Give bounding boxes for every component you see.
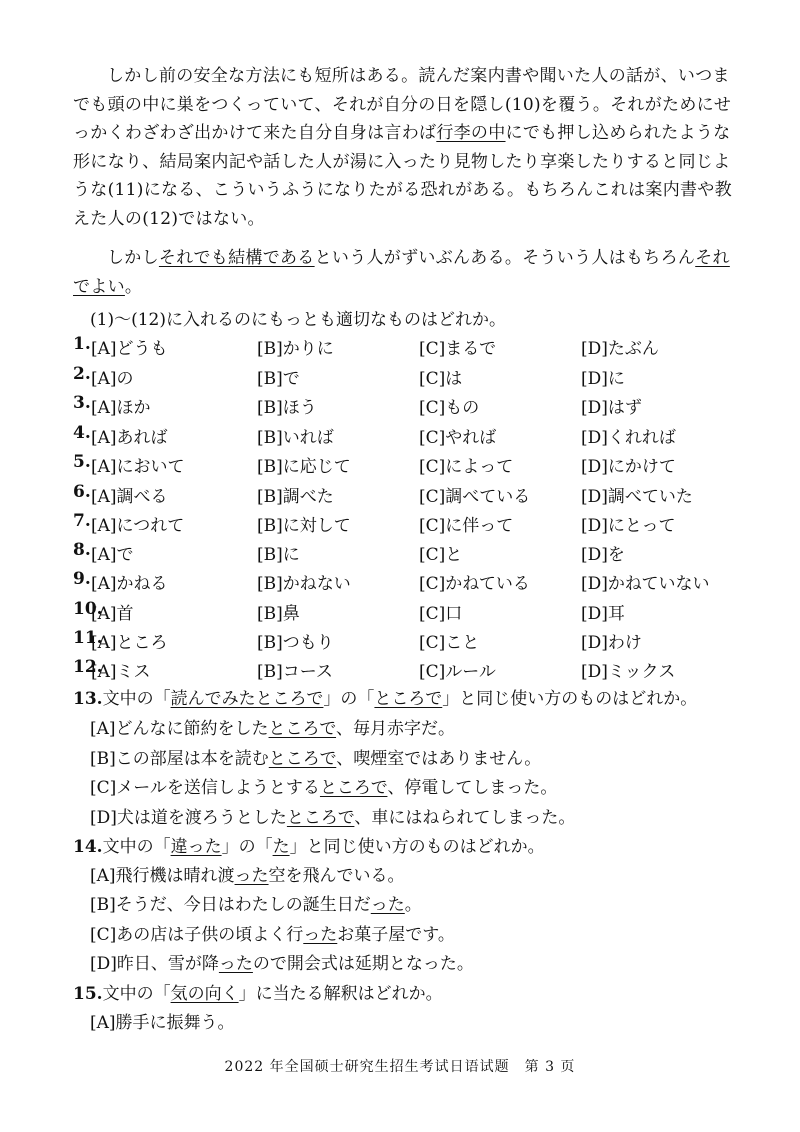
- option-b: [B]ほう: [257, 398, 317, 418]
- option-c: [C]口: [419, 604, 463, 624]
- option-a: [A]首: [91, 604, 134, 624]
- option-a: [A]どうも: [91, 339, 168, 359]
- question-13: 13.文中の「読んでみたところで」の「ところで」と同じ使い方のものはどれか。: [73, 689, 698, 709]
- option-d: [D]にかけて: [581, 457, 676, 477]
- option-row-3: 3. [A]ほか [B]ほう [C]もの [D]はず: [73, 393, 642, 418]
- underlined-phrase: 行李の中: [436, 123, 506, 143]
- option-b: [B]つもり: [257, 633, 334, 653]
- q14-choice-a: [A]飛行機は晴れ渡った空を飛んでいる。: [90, 866, 405, 886]
- option-row-12: 12. [A]ミス [B]コース [C]ルール [D]ミックス: [73, 657, 676, 682]
- page-footer: 2022 年全国硕士研究生招生考试日语试题 第 3 页: [224, 1059, 576, 1075]
- option-c: [C]によって: [419, 457, 514, 477]
- option-c: [C]かねている: [419, 574, 530, 594]
- underlined-phrase: それでよい: [73, 248, 730, 297]
- option-c: [C]もの: [419, 398, 480, 418]
- option-d: [D]はず: [581, 398, 642, 418]
- option-a: [A]で: [91, 545, 134, 565]
- option-d: [D]にとって: [581, 516, 676, 536]
- option-row-7: 7. [A]につれて [B]に対して [C]に伴って [D]にとって: [73, 511, 676, 536]
- question-14: 14.文中の「違った」の「た」と同じ使い方のものはどれか。: [73, 837, 545, 857]
- option-a: [A]の: [91, 369, 134, 389]
- option-a: [A]かねる: [91, 574, 168, 594]
- option-c: [C]こと: [419, 633, 480, 653]
- option-b: [B]に: [257, 545, 300, 565]
- option-b: [B]かりに: [257, 339, 334, 359]
- q14-choice-d: [D]昨日、雪が降ったので開会式は延期となった。: [90, 954, 474, 974]
- option-b: [B]で: [257, 369, 300, 389]
- option-c: [C]と: [419, 545, 463, 565]
- option-a: [A]ほか: [91, 398, 151, 418]
- option-row-6: 6. [A]調べる [B]調べた [C]調べている [D]調べていた: [73, 482, 693, 507]
- option-d: [D]ミックス: [581, 662, 676, 682]
- option-a: [A]あれば: [91, 428, 168, 448]
- option-a: [A]ところ: [91, 633, 168, 653]
- option-row-4: 4. [A]あれば [B]いれば [C]やれば [D]くれれば: [73, 423, 676, 448]
- option-b: [B]かねない: [257, 574, 351, 594]
- q13-choice-c: [C]メールを送信しようとするところで、停電してしまった。: [90, 778, 558, 798]
- option-c: [C]は: [419, 369, 463, 389]
- q13-choice-d: [D]犬は道を渡ろうとしたところで、車にはねられてしまった。: [90, 808, 576, 828]
- option-row-8: 8. [A]で [B]に [C]と [D]を: [73, 540, 625, 565]
- option-row-1: 1. [A]どうも [B]かりに [C]まるで [D]たぶん: [73, 334, 659, 359]
- option-d: [D]耳: [581, 604, 625, 624]
- q13-choice-b: [B]この部屋は本を読むところで、喫煙室ではありません。: [90, 749, 542, 769]
- option-c: [C]ルール: [419, 662, 496, 682]
- option-a: [A]ミス: [91, 662, 151, 682]
- q14-choice-b: [B]そうだ、今日はわたしの誕生日だった。: [90, 895, 422, 915]
- option-b: [B]に対して: [257, 516, 351, 536]
- option-c: [C]まるで: [419, 339, 497, 359]
- option-row-11: 11. [A]ところ [B]つもり [C]こと [D]わけ: [73, 628, 642, 653]
- option-d: [D]調べていた: [581, 487, 693, 507]
- option-a: [A]調べる: [91, 487, 168, 507]
- option-d: [D]かねていない: [581, 574, 710, 594]
- option-d: [D]くれれば: [581, 428, 676, 448]
- passage-paragraph-2: しかしそれでも結構であるという人がずいぶんある。そういう人はもちろんそれでよい。: [73, 248, 730, 297]
- option-row-10: 10. [A]首 [B]鼻 [C]口 [D]耳: [73, 599, 625, 624]
- option-row-2: 2. [A]の [B]で [C]は [D]に: [73, 364, 625, 389]
- option-d: [D]に: [581, 369, 625, 389]
- option-c: [C]に伴って: [419, 516, 514, 536]
- option-c: [C]調べている: [419, 487, 531, 507]
- question-15: 15.文中の「気の向く」に当たる解釈はどれか。: [73, 984, 443, 1004]
- option-c: [C]やれば: [419, 428, 497, 448]
- q13-choice-a: [A]どんなに節約をしたところで、毎月赤字だ。: [90, 719, 456, 739]
- option-d: [D]たぶん: [581, 339, 659, 359]
- underlined-phrase: それでも結構である: [158, 248, 315, 268]
- option-b: [B]に応じて: [257, 457, 351, 477]
- passage-paragraph-1: しかし前の安全な方法にも短所はある。読んだ案内書や聞いた人の話が、いつまでも頭の中に巣をつくっていて、それが自分の日を隠し(10)を覆う。それがためにせっかくわざわざ出かけて来た自分自身は言わば行李の中にでも押し込められたような形になり、結局案内記や話した人が湯に入ったり見物したり享楽したりすると同じような(11)になる、こういうふうになりたがる恐れがある。もちろんこれは案内書や教えた人の(12)ではない。: [73, 66, 732, 229]
- option-row-5: 5. [A]において [B]に応じて [C]によって [D]にかけて: [73, 452, 676, 477]
- instruction: (1)～(12)に入れるのにもっとも適切なものはどれか。: [90, 310, 506, 330]
- option-b: [B]鼻: [257, 604, 300, 624]
- option-b: [B]コース: [257, 662, 333, 682]
- option-b: [B]いれば: [257, 428, 334, 448]
- option-b: [B]調べた: [257, 487, 334, 507]
- q15-choice-a: [A]勝手に振舞う。: [90, 1013, 235, 1033]
- option-d: [D]を: [581, 545, 625, 565]
- option-a: [A]において: [91, 457, 185, 477]
- option-a: [A]につれて: [91, 516, 185, 536]
- option-row-9: 9. [A]かねる [B]かねない [C]かねている [D]かねていない: [73, 569, 710, 594]
- option-d: [D]わけ: [581, 633, 642, 653]
- q14-choice-c: [C]あの店は子供の頃よく行ったお菓子屋です。: [90, 925, 455, 945]
